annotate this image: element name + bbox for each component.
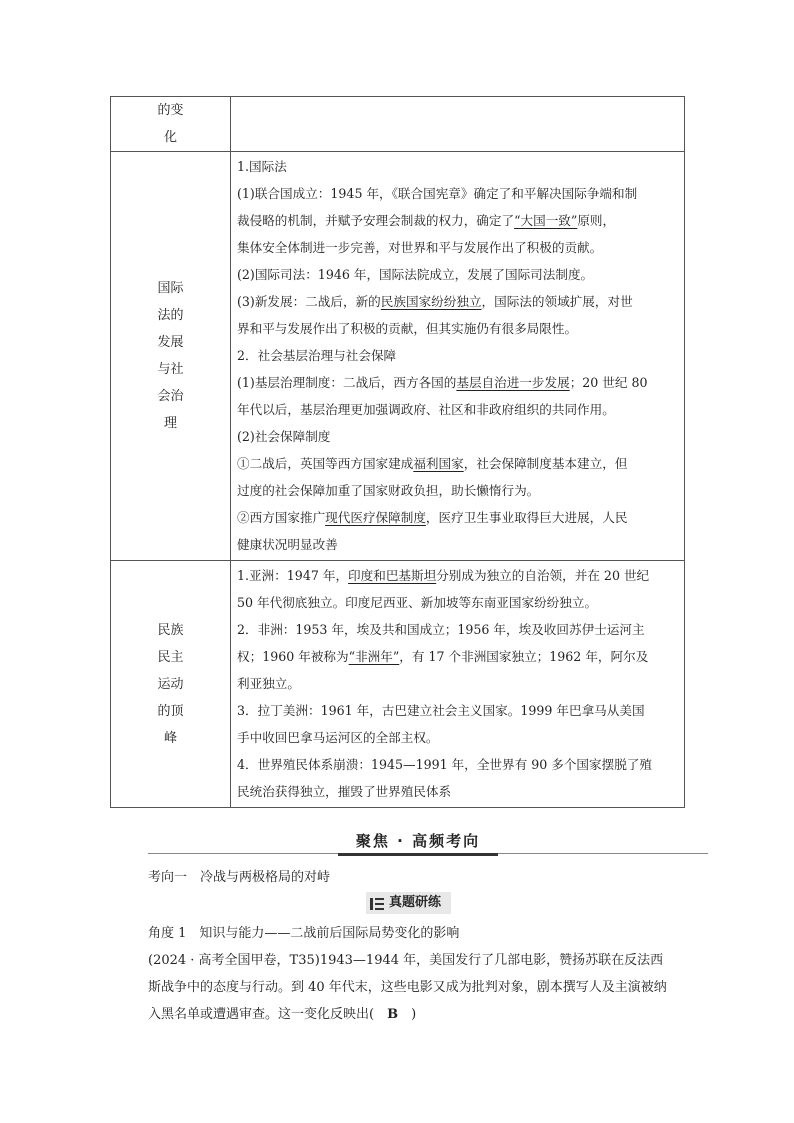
table-row bbox=[111, 152, 685, 561]
content-line: 裁侵略的机制，并赋予安理会制裁的权力，确定了“大国一致”原则， bbox=[237, 213, 616, 228]
category-cell bbox=[111, 152, 231, 561]
content-line: 50 年代彻底独立。印度尼西亚、新加坡等东南亚国家纷纷独立。 bbox=[237, 595, 598, 610]
content-line: 民统治获得独立，摧毁了世界殖民体系 bbox=[237, 784, 452, 799]
table-row bbox=[111, 97, 685, 152]
key-term: 现代医疗保障制度 bbox=[325, 510, 426, 525]
key-term: 民族国家纷纷独立 bbox=[380, 294, 482, 309]
content-line: 界和平与发展作出了积极的贡献，但其实施仍有很多局限性。 bbox=[237, 321, 578, 336]
content-line: 3．拉丁美洲：1961 年，古巴建立社会主义国家。1999 年巴拿马从美国 bbox=[237, 703, 645, 718]
content-line: 2．社会基层治理与社会保障 bbox=[237, 348, 397, 363]
content-line: 健康状况明显改善 bbox=[237, 537, 338, 552]
question-line: (2024 · 高考全国甲卷，T35)1943—1944 年，美国发行了几部电影，赞扬苏联在反法西 bbox=[148, 953, 664, 968]
practice-badge bbox=[366, 892, 451, 914]
category-text: 会治 bbox=[157, 389, 184, 404]
content-cell bbox=[231, 97, 685, 152]
question-line: 入黑名单或遭遇审查。这一变化反映出( B ) bbox=[148, 1007, 417, 1022]
category-text: 法的 bbox=[157, 308, 184, 323]
category-text: 化 bbox=[163, 130, 177, 145]
content-line: 2．非洲：1953 年，埃及共和国成立；1956 年，埃及收回苏伊士运河主 bbox=[237, 622, 645, 637]
category-text: 国际 bbox=[157, 281, 184, 296]
key-term: 基层自治进一步发展 bbox=[456, 375, 570, 390]
answer-letter: B bbox=[387, 1007, 399, 1022]
content-line: 手中收回巴拿马运河区的全部主权。 bbox=[237, 730, 439, 745]
key-term: “大国一致” bbox=[514, 213, 578, 228]
content-line: 过度的社会保障加重了国家财政负担，助长懒惰行为。 bbox=[237, 483, 540, 498]
section-header bbox=[148, 830, 708, 860]
content-line: (1)联合国成立：1945 年，《联合国宪章》确定了和平解决国际争端和制 bbox=[237, 186, 638, 201]
category-cell bbox=[111, 97, 231, 152]
knowledge-table bbox=[110, 96, 685, 808]
content-line: (2)国际司法：1946 年，国际法院成立，发展了国际司法制度。 bbox=[237, 267, 594, 282]
content-line: (3)新发展：二战后，新的民族国家纷纷独立，国际法的领域扩展，对世 bbox=[237, 294, 633, 309]
category-cell bbox=[111, 561, 231, 808]
category-text: 理 bbox=[163, 416, 177, 431]
content-line: 1.国际法 bbox=[237, 159, 287, 174]
content-line: 权；1960 年被称为“非洲年”，有 17 个非洲国家独立；1962 年，阿尔及 bbox=[237, 649, 649, 664]
content-line: 4．世界殖民体系崩溃：1945—1991 年，全世界有 90 多个国家摆脱了殖 bbox=[237, 757, 652, 772]
question-paragraph bbox=[148, 947, 668, 1028]
direction-heading: 考向一 冷战与两极格局的对峙 bbox=[148, 870, 331, 885]
category-text: 的变 bbox=[157, 103, 184, 118]
category-text: 民主 bbox=[157, 649, 184, 665]
content-line: ②西方国家推广现代医疗保障制度，医疗卫生事业取得巨大进展，人民 bbox=[237, 510, 628, 525]
category-text: 发展 bbox=[157, 335, 184, 350]
content-line: 年代以后，基层治理更加强调政府、社区和非政府组织的共同作用。 bbox=[237, 402, 615, 417]
key-term: 印度和巴基斯坦 bbox=[348, 568, 437, 583]
category-text: 与社 bbox=[157, 362, 184, 377]
key-term: 福利国家 bbox=[413, 456, 464, 471]
content-cell bbox=[231, 152, 685, 561]
category-text: 峰 bbox=[163, 730, 177, 746]
content-cell bbox=[231, 561, 685, 808]
question-line: 斯战争中的态度与行动。到 40 年代末，这些电影又成为批判对象，剧本撰写人及主演被纳 bbox=[148, 980, 667, 995]
section-title: 聚焦 · 高频考向 bbox=[338, 830, 498, 856]
content-line: ①二战后，英国等西方国家建成福利国家，社会保障制度基本建立，但 bbox=[237, 456, 628, 471]
list-icon bbox=[370, 896, 384, 908]
badge-label: 真题研练 bbox=[389, 895, 442, 910]
angle-heading: 角度 1 知识与能力——二战前后国际局势变化的影响 bbox=[148, 926, 460, 941]
category-text: 的顶 bbox=[157, 703, 184, 719]
content-line: 1.亚洲：1947 年，印度和巴基斯坦分别成为独立的自治领，并在 20 世纪 bbox=[237, 568, 650, 583]
content-line: 集体安全体制进一步完善，对世界和平与发展作出了积极的贡献。 bbox=[237, 240, 603, 255]
category-text: 运动 bbox=[157, 676, 184, 692]
content-line: 利亚独立。 bbox=[237, 676, 300, 691]
content-line: (2)社会保障制度 bbox=[237, 429, 331, 444]
table-row bbox=[111, 561, 685, 808]
content-line: (1)基层治理制度：二战后，西方各国的基层自治进一步发展；20 世纪 80 bbox=[237, 375, 648, 390]
key-term: “非洲年” bbox=[348, 649, 400, 664]
category-text: 民族 bbox=[157, 622, 184, 638]
